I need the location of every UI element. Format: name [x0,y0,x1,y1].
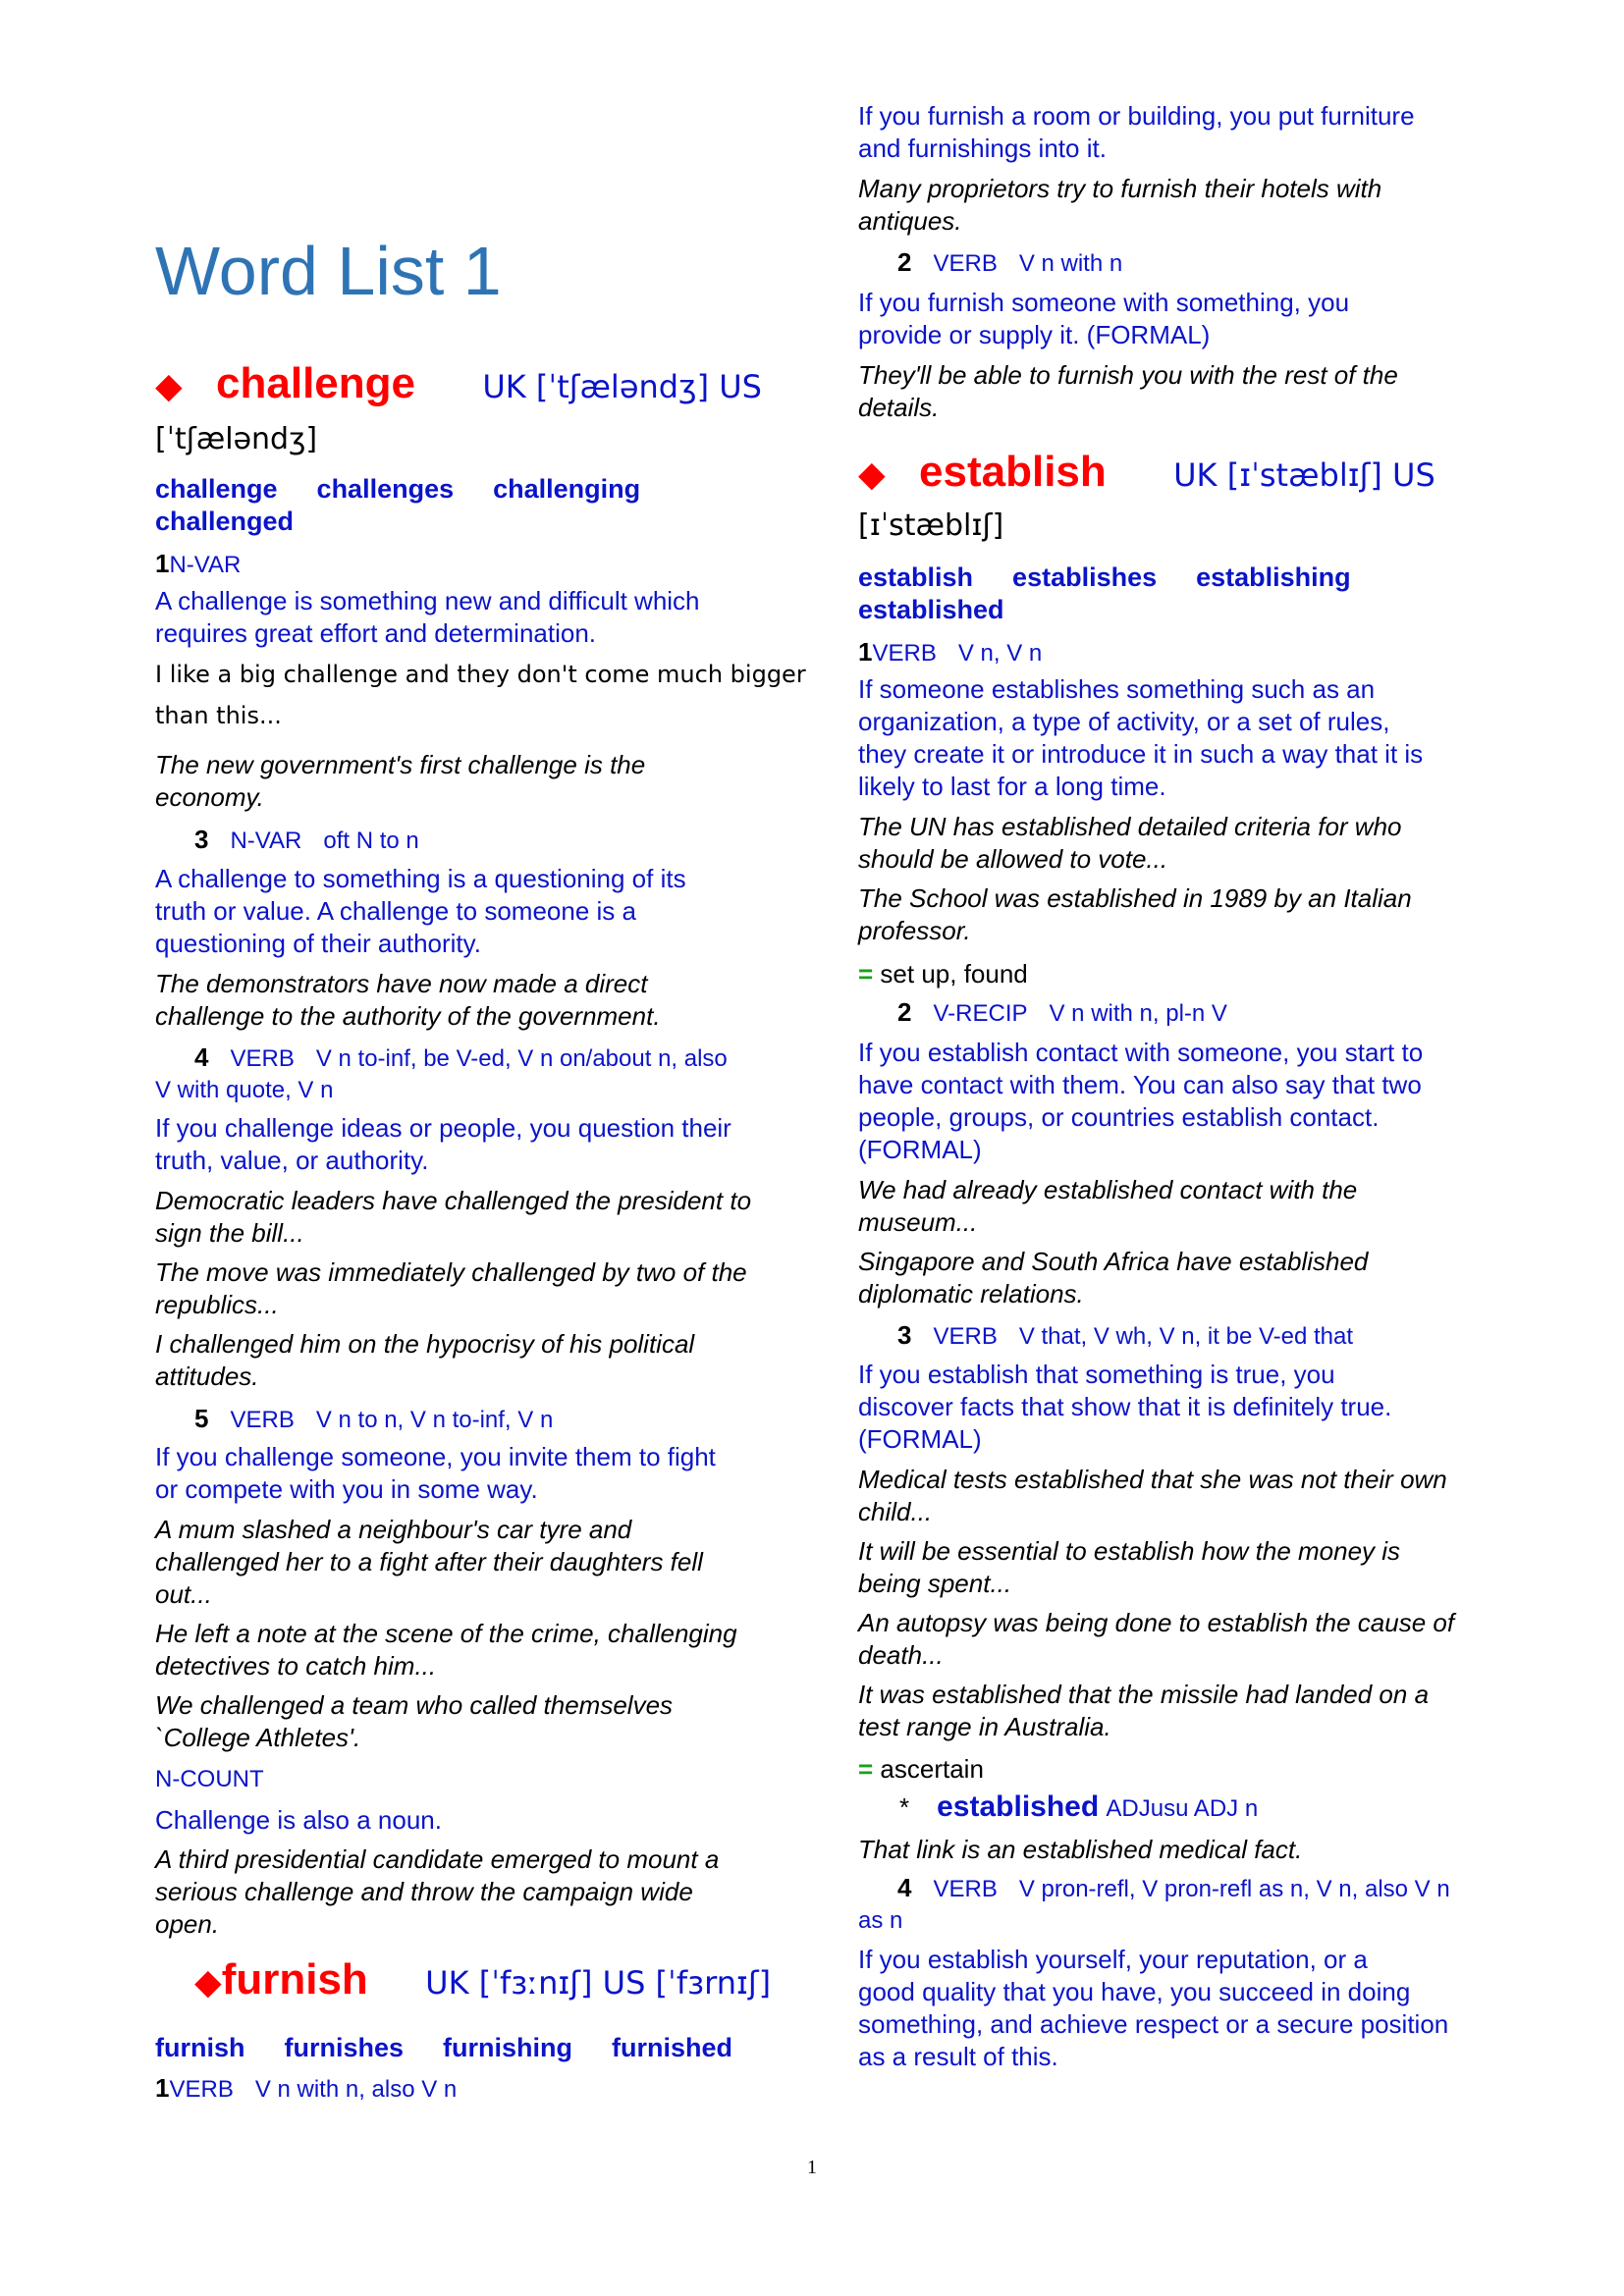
text-line: usu ADJ n [1150,1795,1259,1822]
establish-sense-4-definition [858,1944,1448,2073]
sense-1-grammar [155,547,241,582]
text-line: truth, value, or authority. [155,1146,429,1175]
sense-4-grammar [194,1041,728,1076]
text-line: furnished [612,2033,733,2062]
establish-sense-3-definition [858,1359,1391,1456]
establish-sense-1-definition [858,673,1423,803]
text-line: antiques. [858,206,962,236]
text-line: A challenge to something is a questioning of its [155,864,686,893]
establish-sense-1-examples [858,811,1412,947]
text-line: as a result of this. [858,2042,1058,2071]
text-line: It will be essential to establish how the money is [858,1536,1401,1566]
text-line: established [858,595,1004,624]
sense-5-grammar [194,1402,553,1437]
headword-establish: establish [919,448,1107,496]
page-title: Word List 1 [155,233,502,309]
text-line: questioning of their authority. [155,929,481,958]
word-forms [155,2032,772,2064]
headword-furnish: furnish [221,1955,368,2003]
sense-3-example [155,968,661,1033]
text-line: Singapore and South Africa have established [858,1247,1369,1276]
text-line: V n to n, V n to-inf, V n [315,1407,554,1433]
text-line: It was established that the missile had landed on a [858,1680,1430,1709]
text-line: requires great effort and determination. [155,618,597,648]
text-line: 4 [194,1042,209,1072]
text-line: If you furnish someone with something, you [858,288,1350,317]
furnish-sense-1-definition [858,100,1415,165]
text-line: out... [155,1579,212,1609]
text-line: The demonstrators have now made a direct [155,969,648,998]
text-line: The UN has established detailed criteria for who [858,812,1402,841]
text-line: republics... [155,1290,279,1319]
text-line: (FORMAL) [858,1135,982,1164]
text-line: I challenged him on the hypocrisy of his political [155,1329,695,1359]
sense-5-definition [155,1441,716,1506]
text-line: ADJ [1106,1795,1151,1822]
text-line: oft N to n [323,828,419,854]
text-line: than this... [155,702,282,729]
text-line: = [858,959,874,988]
text-line: He left a note at the scene of the crime, challenging [155,1619,737,1648]
text-line: open. [155,1909,220,1939]
text-line: If you establish yourself, your reputation, or a [858,1945,1368,1974]
pronunciation-uk: UK [ˈtʃæləndʒ] US [482,368,762,405]
text-line: furnishing [443,2033,573,2062]
text-line: A mum slashed a neighbour's car tyre and [155,1515,632,1544]
page-number: 1 [807,2157,817,2178]
entry-header-challenge [155,359,762,408]
text-line: Medical tests established that she was not their own [858,1465,1447,1494]
establish-sense-2-grammar [897,995,1227,1031]
word-form: challenge [155,474,278,504]
establish-sense-2-definition [858,1037,1423,1166]
establish-sense-3-synonyms [858,1753,984,1786]
noun-example [155,1843,719,1941]
text-line: 3 [194,825,209,854]
text-line: established [937,1790,1100,1823]
establish-sense-3-examples [858,1464,1454,1743]
text-line: VERB [169,2076,234,2103]
text-line: A third presidential candidate emerged to mount a [155,1844,720,1874]
text-line: ascertain [880,1754,984,1784]
text-line: `College Athletes'. [155,1723,361,1752]
text-line: V n to-inf, be V-ed, V n on/about n, also [315,1045,728,1072]
text-line: test range in Australia. [858,1712,1111,1741]
text-line: A challenge is something new and difficult which [155,586,700,615]
text-line: sign the bill... [155,1218,304,1248]
text-line: should be allowed to vote... [858,844,1168,874]
text-line: If you challenge ideas or people, you question their [155,1113,731,1143]
text-line: furnishes [284,2033,405,2062]
pronunciation-us: [ɪˈstæblɪʃ] [858,508,1004,543]
text-line: V that, V wh, V n, it be V-ed that [1018,1323,1354,1350]
derived-form-example: That link is an established medical fact. [858,1835,1303,1864]
diamond-bullet-icon: ◆ [858,454,886,494]
text-line: We challenged a team who called themselves [155,1690,674,1720]
word-form: challenges [316,474,455,504]
text-line: VERB [230,1407,295,1433]
sense-number: 1 [155,549,170,578]
furnish-sense-1-example [858,173,1381,238]
text-line: economy. [155,782,264,812]
text-line: serious challenge and throw the campaign wide [155,1877,693,1906]
sense-4-definition [155,1112,731,1177]
text-line: If you establish contact with someone, you start to [858,1038,1424,1067]
text-line: Democratic leaders have challenged the president to [155,1186,752,1215]
text-line: If you establish that something is true, you [858,1360,1335,1389]
sense-1-plain-example [155,654,806,736]
text-line: The new government's first challenge is the [155,750,646,779]
establish-sense-1-synonyms [858,958,1028,990]
sense-1-example [155,749,645,814]
text-line: V n with n [1018,250,1123,277]
furnish-sense-2-definition [858,287,1349,351]
text-line: VERB [230,1045,295,1072]
text-line: If you furnish a room or building, you put furniture [858,101,1415,131]
entry-header-furnish [194,1955,771,2004]
text-line: I like a big challenge and they don't come much bigger [155,661,806,688]
text-line: VERB [933,1323,998,1350]
text-line: V n with n, pl-n V [1049,1000,1227,1027]
word-forms [858,561,1487,626]
text-line: 1 [155,2073,170,2103]
text-line: death... [858,1640,944,1670]
text-line: child... [858,1497,933,1526]
establish-sense-4-grammar [897,1871,1450,1906]
text-line: If you challenge someone, you invite them to fight [155,1442,716,1471]
word-forms [155,473,784,538]
word-form: challenging [493,474,641,504]
establish-sense-2-examples [858,1174,1368,1310]
text-line: 1 [858,637,873,667]
text-line: challenged her to a fight after their daughters fell [155,1547,703,1576]
text-line: V n with n, also V n [254,2076,458,2103]
ncount-label: N-COUNT [155,1766,264,1792]
text-line: people, groups, or countries establish contact. [858,1102,1380,1132]
text-line: (FORMAL) [858,1424,982,1454]
text-line: attitudes. [155,1362,259,1391]
text-line: museum... [858,1207,978,1237]
text-line: furnish [155,2033,245,2062]
text-line: or compete with you in some way. [155,1474,538,1504]
text-line: 5 [194,1404,209,1433]
text-line: challenge to the authority of the government. [155,1001,661,1031]
headword-challenge: challenge [216,359,415,407]
derived-form-established [899,1789,1258,1826]
text-line: and furnishings into it. [858,133,1107,163]
entry-header-establish [858,448,1435,497]
text-line: They'll be able to furnish you with the rest of the [858,360,1398,390]
noun-definition: Challenge is also a noun. [155,1805,442,1835]
establish-sense-1-grammar [858,635,1042,670]
sense-4-examples [155,1185,751,1393]
text-line: N-VAR [230,828,302,854]
furnish-sense-2-example [858,359,1398,424]
sense-5-examples [155,1514,737,1754]
pronunciation-us: [ˈtʃæləndʒ] [155,422,318,456]
text-line: 4 [897,1873,912,1902]
text-line: * [899,1792,910,1822]
establish-sense-3-grammar [897,1318,1353,1354]
pronunciation: UK [ˈfɜːnɪʃ] US [ˈfɜrnɪʃ] [425,1964,772,2002]
establish-sense-4-grammar-cont: as n [858,1907,903,1934]
text-line: Many proprietors try to furnish their hotels with [858,174,1382,203]
sense-4-grammar-cont: V with quote, V n [155,1077,334,1103]
text-line: something, and achieve respect or a secure position [858,2009,1449,2039]
text-line: good quality that you have, you succeed in doing [858,1977,1411,2006]
grammar-label: N-VAR [169,552,242,578]
text-line: The School was established in 1989 by an Italian [858,883,1412,913]
pronunciation-uk: UK [ɪˈstæblɪʃ] US [1173,456,1435,494]
text-line: they create it or introduce it in such a way that it is [858,739,1424,769]
text-line: VERB [933,1876,998,1902]
text-line: V n, V n [957,640,1043,667]
text-line: 3 [897,1320,912,1350]
text-line: being spent... [858,1569,1012,1598]
text-line: The move was immediately challenged by two of the [155,1257,747,1287]
text-line: V pron-refl, V pron-refl as n, V n, also V n [1018,1876,1450,1902]
text-line: provide or supply it. (FORMAL) [858,320,1211,349]
furnish-sense-1-grammar [155,2071,457,2107]
text-line: VERB [933,250,998,277]
text-line: organization, a type of activity, or a set of rules, [858,707,1390,736]
text-line: 2 [897,997,912,1027]
text-line: set up, found [880,959,1028,988]
text-line: details. [858,393,940,422]
sense-3-definition [155,863,686,960]
text-line: truth or value. A challenge to someone is a [155,896,636,926]
text-line: An autopsy was being done to establish the cause of [858,1608,1455,1637]
text-line: establish [858,562,974,592]
text-line: We had already established contact with the [858,1175,1358,1204]
text-line: 2 [897,247,912,277]
text-line: discover facts that show that it is definitely true. [858,1392,1392,1421]
text-line: have contact with them. You can also say that two [858,1070,1422,1099]
text-line: VERB [872,640,937,667]
text-line: establishes [1012,562,1158,592]
text-line: likely to last for a long time. [858,772,1166,801]
text-line: detectives to catch him... [155,1651,437,1681]
text-line: V-RECIP [933,1000,1028,1027]
sense-1-definition [155,585,700,650]
text-line: establishing [1196,562,1351,592]
text-line: diplomatic relations. [858,1279,1084,1308]
furnish-sense-2-grammar [897,245,1122,281]
text-line: = [858,1754,874,1784]
diamond-bullet-icon: ◆ [155,365,183,405]
word-form: challenged [155,507,295,536]
diamond-bullet-icon: ◆ [194,1961,222,2002]
text-line: If someone establishes something such as an [858,674,1376,704]
text-line: professor. [858,916,971,945]
sense-3-grammar [194,823,419,858]
